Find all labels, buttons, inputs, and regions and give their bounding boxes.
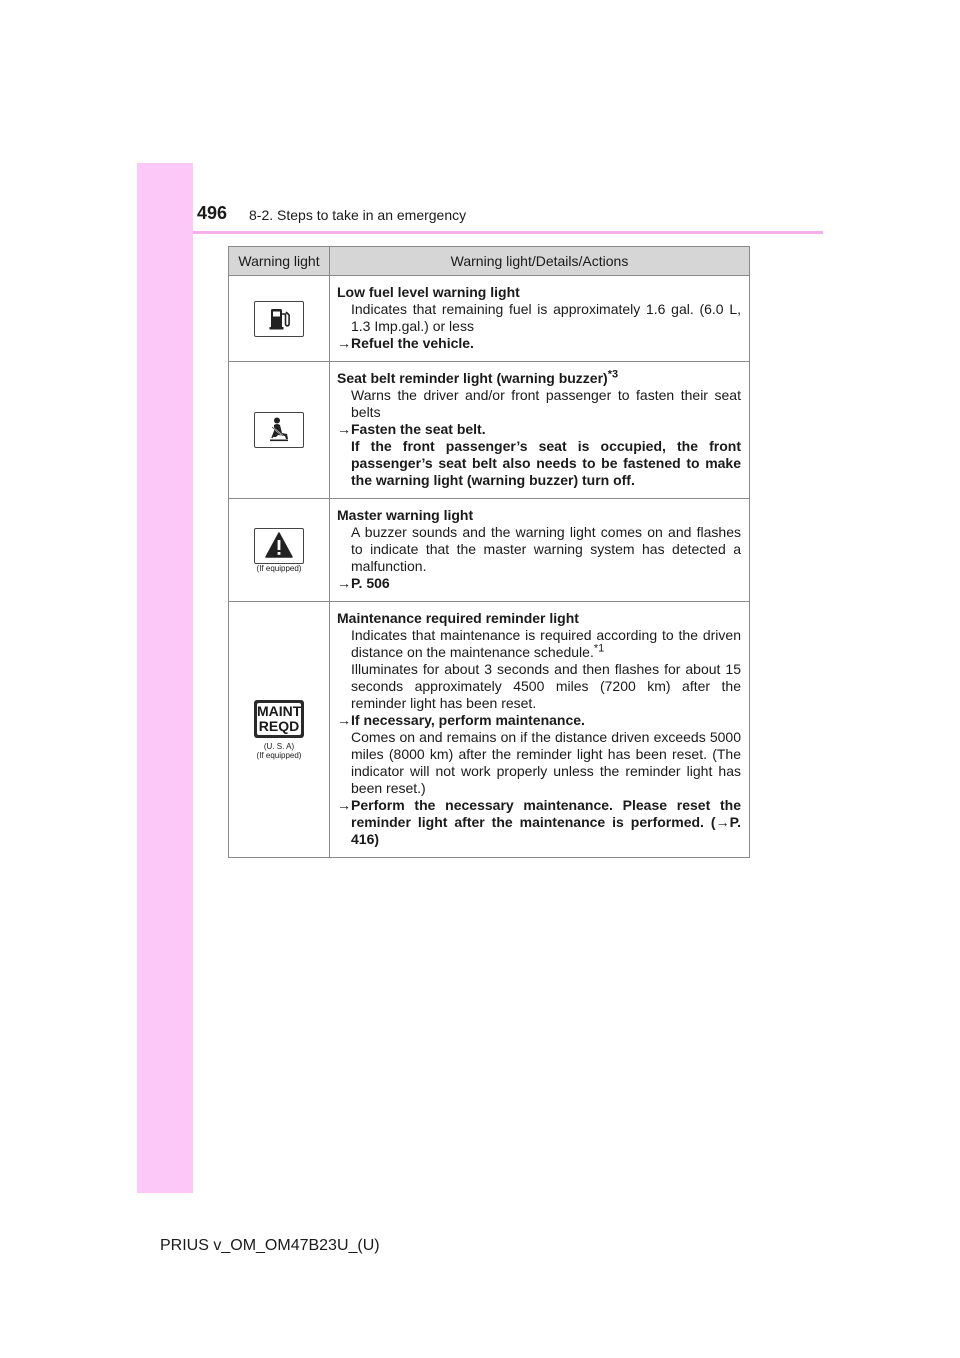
footnote-marker: *1 [593, 642, 605, 655]
details-cell [330, 276, 750, 362]
light-description [337, 627, 741, 661]
light-title: Low fuel level warning light [337, 284, 520, 300]
light-title [337, 370, 741, 387]
reqd-text: REQD [258, 717, 300, 734]
details-cell [330, 499, 750, 602]
action-text: Refuel the vehicle. [351, 335, 474, 351]
table-row [229, 602, 750, 858]
action-line [337, 335, 741, 352]
description-text: Indicates that maintenance is required according to the driven distance on the maintenance schedule. [351, 627, 741, 660]
table-row [229, 276, 750, 362]
warning-triangle-icon [254, 528, 304, 564]
icon-cell [229, 276, 330, 362]
action-text: If necessary, perform maintenance. [351, 712, 585, 728]
warning-light-table [228, 246, 750, 858]
light-description: Illuminates for about 3 seconds and then flashes for about 15 seconds approximately 4500 miles (7200 km) after the reminder light has been reset. [351, 661, 741, 711]
maint-reqd-label [257, 703, 301, 735]
icon-caption-region: (U. S. A) [263, 741, 295, 751]
footnote-marker: *3 [607, 368, 619, 381]
page-number: 496 [197, 203, 228, 223]
icon-caption: (If equipped) [256, 750, 302, 760]
action-text: Perform the necessary maintenance. Please reset the reminder light after the maintenance is performed. [351, 797, 741, 830]
arrow-symbol: → [337, 797, 351, 813]
header-rule [193, 231, 823, 234]
light-description: Indicates that remaining fuel is approximately 1.6 gal. (6.0 L, 1.3 Imp.gal.) or less [351, 301, 741, 334]
seatbelt-icon [254, 412, 304, 448]
light-title: Master warning light [337, 507, 474, 523]
arrow-symbol: → [337, 335, 351, 351]
action-line [337, 575, 741, 592]
action-text: Fasten the seat belt. [351, 421, 486, 437]
action-line [337, 421, 741, 438]
icon-cell [229, 362, 330, 499]
icon-cell [229, 602, 330, 858]
fuel-pump-icon [254, 301, 304, 337]
light-title: Maintenance required reminder light [337, 610, 579, 626]
light-description: Comes on and remains on if the distance driven exceeds 5000 miles (8000 km) after the reminder light has been reset. (The indicator will not work properly unless the reminder light has been reset.) [351, 729, 741, 796]
light-description: Warns the driver and/or front passenger to fasten their seat belts [351, 387, 741, 420]
light-title-text: Seat belt reminder light (warning buzzer) [337, 370, 608, 386]
action-detail: If the front passenger’s seat is occupied, the front passenger’s seat belt also needs to be fastened to make the warning light (warning buzzer) turn off. [351, 438, 741, 488]
document-footer: PRIUS v_OM_OM47B23U_(U) [160, 1237, 380, 1254]
table-row [229, 362, 750, 499]
icon-cell [229, 499, 330, 602]
arrow-symbol: → [715, 814, 730, 830]
details-cell [330, 362, 750, 499]
page-reference: P. 416 [351, 814, 741, 847]
icon-caption: (If equipped) [256, 563, 302, 573]
table-header-row [229, 247, 750, 276]
col-header-details: Warning light/Details/Actions [330, 247, 750, 276]
maint-text: MAINT [257, 702, 302, 719]
arrow-symbol: → [337, 575, 351, 591]
light-description: A buzzer sounds and the warning light comes on and flashes to indicate that the master warning system has detected a malfunction. [351, 524, 741, 574]
arrow-symbol: → [337, 421, 351, 437]
details-cell [330, 602, 750, 858]
action-line [337, 712, 741, 729]
side-tab-band [137, 163, 193, 1193]
col-header-warning-light: Warning light [229, 247, 330, 276]
page-reference: P. 506 [351, 575, 390, 591]
arrow-symbol: → [337, 712, 351, 728]
table-row [229, 499, 750, 602]
section-title: 8-2. Steps to take in an emergency [249, 207, 467, 223]
maint-reqd-icon [254, 700, 304, 738]
action-line: → Perform the necessary maintenance. Please reset the reminder light after the maintenance is performed. (→P. 416) [337, 797, 741, 847]
